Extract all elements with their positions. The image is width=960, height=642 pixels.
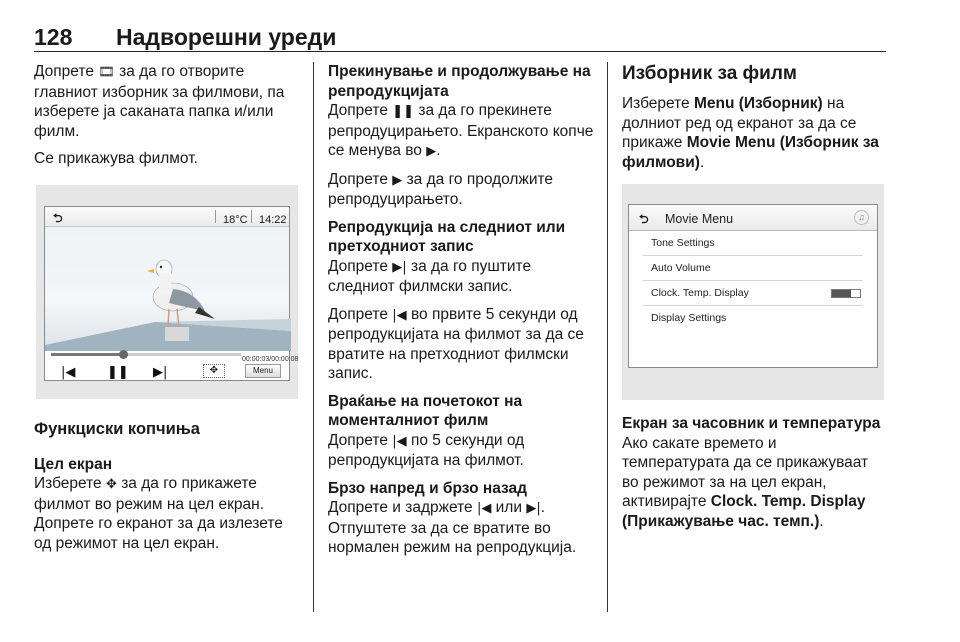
play-icon: ▶ — [392, 172, 403, 188]
video-area — [45, 227, 289, 351]
heading-fast-forward-rewind: Брзо напред и брзо назад — [328, 479, 527, 497]
paragraph-film-shown: Се прикажува филмот. — [34, 150, 198, 167]
film-icon: 🎞 — [98, 65, 115, 80]
player-status-bar — [45, 207, 289, 227]
column-divider — [313, 62, 314, 612]
menu-item-display-settings[interactable]: Display Settings — [651, 312, 727, 324]
menu-item-tone-settings[interactable]: Tone Settings — [643, 231, 863, 256]
heading-clock-temp: Екран за часовник и температура — [622, 415, 881, 432]
paragraph-movie-menu: Изберете Menu (Изборник) на долниот ред од екранот за да се прикаже Movie Menu (Изборник за филмови). — [622, 95, 879, 171]
previous-icon: |◀ — [392, 433, 407, 449]
heading-function-buttons: Функциски копчиња — [34, 419, 200, 438]
fullscreen-icon: ✥ — [105, 477, 117, 492]
column-1 — [34, 62, 302, 561]
menu-item-auto-volume[interactable]: Auto Volume — [643, 256, 863, 281]
play-icon: ▶ — [426, 144, 437, 159]
progress-knob[interactable] — [119, 350, 128, 359]
pause-icon: ❚❚ — [392, 104, 415, 119]
player-controls — [45, 362, 289, 382]
seagull-image — [45, 227, 291, 351]
page-title: Надворешни уреди — [116, 24, 337, 50]
paragraph-restart: Допрете |◀ по 5 секунди од репродукцијата на филмот. — [328, 431, 525, 469]
column-2 — [328, 62, 598, 566]
status-divider — [251, 210, 252, 223]
section-function-buttons — [34, 417, 302, 554]
paragraph-pause: Допрете ❚❚ за да го прекинете репродуцирањето. Екранското копче се менува во ▶. — [328, 102, 594, 159]
previous-icon[interactable]: |◀ — [61, 364, 76, 380]
movie-menu-title: Movie Menu — [665, 212, 734, 226]
movie-menu-title-bar — [629, 205, 877, 231]
heading-restart: Враќање на почетокот на моменталниот филм — [328, 392, 523, 429]
playback-time: 00:00:03/00:00:08 — [242, 355, 299, 363]
paragraph-fullscreen: Изберете ✥ за да го прикажете филмот во режим на цел екран. Допрете го екранот за да излезете од режимот на цел екран. — [34, 475, 283, 552]
previous-icon: |◀ — [392, 307, 407, 323]
music-note-icon: ♫ — [854, 210, 869, 225]
fullscreen-icon[interactable]: ✥ — [203, 364, 225, 378]
next-icon: ▶| — [526, 501, 541, 516]
heading-pause-resume: Прекинување и продолжување на репродукцијата — [328, 63, 591, 100]
paragraph-hold: Допрете и задржете |◀ или ▶|. — [328, 499, 546, 516]
back-icon: ⮌ — [53, 210, 63, 225]
column-divider — [607, 62, 608, 612]
status-divider — [215, 210, 216, 223]
playback-progress-bar[interactable] — [51, 353, 241, 356]
pause-icon[interactable]: ❚❚ — [107, 364, 129, 380]
menu-item-clock-temp-display[interactable]: Clock. Temp. Display — [643, 281, 863, 306]
paragraph-previous: Допрете |◀ во првите 5 секунди од репродукцијата на филмот за да се вратите на претходниот филмски запис. — [328, 305, 584, 382]
heading-next-previous: Репродукција на следниот или претходниот запис — [328, 218, 566, 255]
next-icon: ▶| — [392, 259, 407, 275]
clock-readout: 14:22 — [259, 213, 287, 226]
page-number: 128 — [34, 24, 73, 50]
next-icon[interactable]: ▶| — [153, 364, 168, 380]
temperature-readout: 18°C — [223, 213, 248, 226]
heading-fullscreen: Цел екран — [34, 455, 113, 473]
toggle-fill — [832, 290, 851, 297]
paragraph-clock-temp: Ако сакате времето и температурата да се прикажуваат во режимот за на цел екран, активирајте Clock. Temp. Display (Прикажување час. темп.). — [622, 434, 869, 530]
clock-temp-toggle[interactable] — [831, 289, 861, 298]
player-screen — [44, 206, 299, 381]
paragraph-open-menu: Допрете 🎞 за да го отворите главниот изборник за филмови, па изберете ја саканата папка и/или филм. — [34, 63, 285, 140]
movie-menu-screen — [628, 204, 878, 368]
heading-movie-menu: Изборник за филм — [622, 63, 797, 84]
movie-menu-screenshot — [622, 184, 884, 400]
previous-icon: |◀ — [476, 501, 492, 516]
movie-player-screenshot — [36, 185, 298, 399]
page-header — [34, 22, 886, 52]
menu-button[interactable]: Menu — [245, 364, 281, 378]
back-icon[interactable]: ⮌ — [639, 212, 649, 226]
column-3 — [622, 62, 886, 539]
paragraph-release: Отпуштете за да се вратите во нормален режим на репродукција. — [328, 519, 577, 556]
paragraph-resume: Допрете ▶ за да го продолжите репродуцирањето. — [328, 170, 554, 208]
paragraph-next: Допрете ▶| за да го пуштите следниот филмски запис. — [328, 257, 532, 295]
progress-fill — [51, 353, 123, 356]
